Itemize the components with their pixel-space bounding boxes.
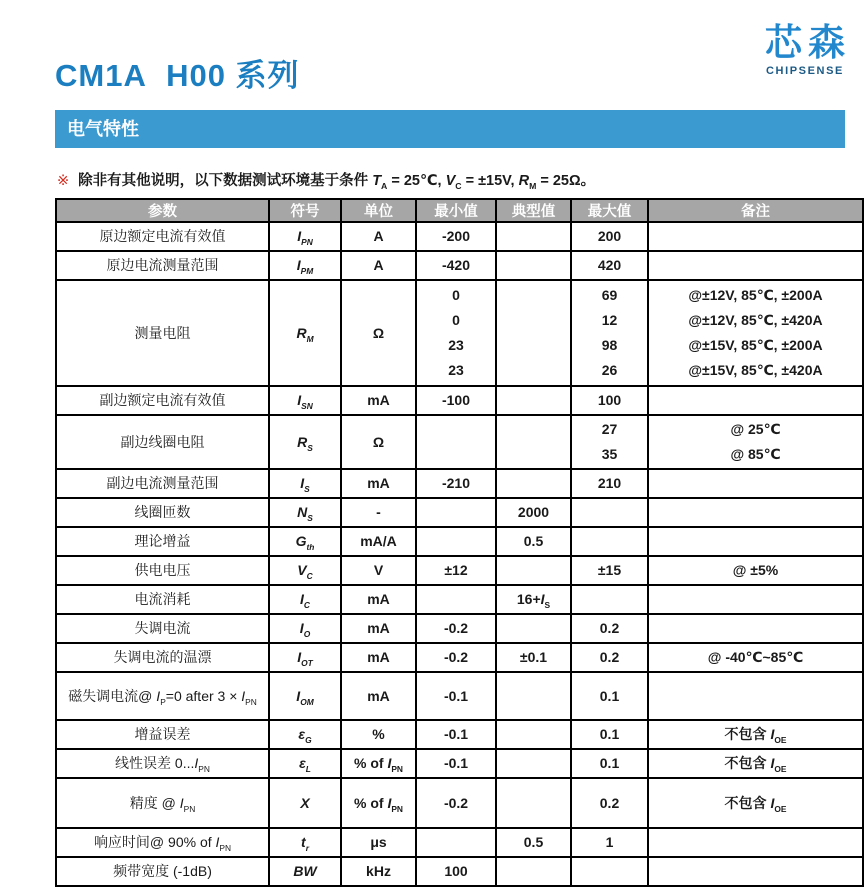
logo-wordmark: 芯森 — [765, 22, 851, 63]
cell-param — [56, 585, 269, 614]
cell-remark — [648, 828, 863, 857]
cell-param — [56, 857, 269, 886]
cell-param — [56, 469, 269, 498]
cell-typ — [496, 222, 571, 251]
cell-symbol — [269, 643, 341, 672]
table-row — [56, 585, 863, 614]
table-row — [56, 828, 863, 857]
cell-line: - — [376, 504, 381, 520]
cell-param — [56, 828, 269, 857]
cell-line: 23 — [448, 337, 464, 353]
cell-line: -0.1 — [443, 755, 469, 771]
cell-line: 12 — [601, 312, 618, 328]
cell-max — [571, 556, 648, 585]
cell-typ — [496, 415, 571, 469]
column-header: 最大值 — [571, 199, 648, 222]
column-header: 符号 — [269, 199, 341, 222]
cell-typ — [496, 585, 571, 614]
cell-param — [56, 498, 269, 527]
cell-unit — [341, 828, 416, 857]
table-row — [56, 415, 863, 469]
cell-param — [56, 386, 269, 415]
cell-line: -100 — [441, 392, 471, 408]
table-row — [56, 857, 863, 886]
cell-remark — [648, 778, 863, 828]
cell-line: 副边额定电流有效值 — [99, 392, 226, 408]
cell-param — [56, 778, 269, 828]
cell-param — [56, 222, 269, 251]
cell-line: $I_{PM}$ — [296, 257, 314, 276]
spec-table — [55, 198, 864, 887]
cell-line: @±15V, 85℃, ±420A — [688, 362, 823, 378]
cell-symbol — [269, 498, 341, 527]
cell-line: mA — [367, 620, 390, 636]
cell-unit — [341, 415, 416, 469]
cell-remark — [648, 222, 863, 251]
cell-min — [416, 828, 496, 857]
cell-unit — [341, 749, 416, 778]
cell-unit — [341, 556, 416, 585]
cell-line: 27 — [601, 421, 618, 437]
cell-typ — [496, 614, 571, 643]
cell-param — [56, 643, 269, 672]
cell-max — [571, 251, 648, 280]
cell-line: @±12V, 85℃, ±200A — [688, 287, 823, 303]
cell-unit — [341, 527, 416, 556]
cell-typ — [496, 720, 571, 749]
cell-param — [56, 614, 269, 643]
cell-line: $I_C$ — [300, 591, 310, 610]
note-text: 除非有其他说明，以下数据测试环境基于条件 $T_A$ = 25℃, $V_C = \pm 15V$, $R_M = 25\Omega$。 — [78, 173, 596, 191]
cell-remark — [648, 498, 863, 527]
table-row — [56, 720, 863, 749]
cell-line: 1 — [605, 834, 614, 850]
table-row — [56, 672, 863, 720]
cell-line: -0.1 — [443, 726, 469, 742]
cell-line: 0.5 — [523, 533, 544, 549]
cell-max — [571, 672, 648, 720]
cell-typ — [496, 857, 571, 886]
cell-line: 理论增益 — [134, 533, 191, 549]
logo-subtitle: CHIPSENSE — [766, 65, 844, 77]
cell-line: ±12 — [444, 562, 468, 578]
cell-line: $16+I_S$ — [516, 591, 551, 610]
cell-line: V — [373, 562, 384, 578]
cell-min — [416, 585, 496, 614]
cell-line: X — [300, 794, 310, 811]
cell-param — [56, 720, 269, 749]
cell-line: -0.2 — [443, 649, 469, 665]
column-header: 最小值 — [416, 199, 496, 222]
cell-typ — [496, 498, 571, 527]
cell-symbol — [269, 251, 341, 280]
cell-line: 不包含 $I_{OE}$ — [724, 794, 787, 814]
cell-line: 频带宽度 (-1dB) — [113, 863, 212, 879]
cell-line: mA — [367, 475, 390, 491]
cell-symbol — [269, 857, 341, 886]
cell-symbol — [269, 585, 341, 614]
cell-remark — [648, 386, 863, 415]
cell-line: μs — [370, 834, 387, 850]
cell-line: BW — [293, 863, 317, 879]
cell-max — [571, 749, 648, 778]
page-title: CM1A H00 系列 — [55, 58, 300, 93]
cell-line: mA — [367, 649, 390, 665]
chipsense-logo — [765, 22, 851, 77]
column-header: 备注 — [648, 199, 863, 222]
cell-param — [56, 556, 269, 585]
cell-min — [416, 556, 496, 585]
cell-remark — [648, 672, 863, 720]
cell-symbol — [269, 672, 341, 720]
cell-line: $R_S$ — [297, 433, 313, 453]
cell-max — [571, 469, 648, 498]
cell-unit — [341, 498, 416, 527]
column-header: 典型值 — [496, 199, 571, 222]
cell-line: 副边电流测量范围 — [106, 475, 219, 491]
cell-typ — [496, 828, 571, 857]
note-marker-icon: ※ — [57, 173, 70, 189]
cell-line: mA — [367, 392, 390, 408]
cell-line: @±15V, 85℃, ±200A — [688, 337, 823, 353]
table-row — [56, 614, 863, 643]
cell-line: 200 — [597, 228, 622, 244]
cell-symbol — [269, 280, 341, 386]
cell-min — [416, 386, 496, 415]
cell-line: 0.2 — [599, 794, 620, 811]
cell-line: $I_S$ — [300, 475, 310, 494]
cell-line: ±0.1 — [519, 649, 548, 665]
cell-line: -420 — [441, 257, 471, 273]
cell-line: 98 — [601, 337, 618, 353]
cell-min — [416, 527, 496, 556]
cell-line: 0.1 — [599, 687, 620, 704]
cell-symbol — [269, 778, 341, 828]
cell-line: 210 — [597, 475, 622, 491]
cell-unit — [341, 585, 416, 614]
cell-line: 磁失调电流@ $I_P=0$ after $3 \times I_{PN}$ — [68, 687, 257, 707]
cell-symbol — [269, 720, 341, 749]
cell-line: $I_{PN}$ — [297, 228, 313, 247]
cell-unit — [341, 614, 416, 643]
column-header: 单位 — [341, 199, 416, 222]
cell-line: 原边额定电流有效值 — [99, 228, 226, 244]
table-row — [56, 386, 863, 415]
cell-max — [571, 222, 648, 251]
cell-line: mA — [367, 591, 390, 607]
table-row — [56, 469, 863, 498]
cell-line: 不包含 $I_{OE}$ — [724, 726, 787, 745]
cell-line: $I_{OM}$ — [296, 687, 314, 707]
cell-line: @ 25℃ — [730, 421, 781, 437]
cell-line: 0 — [452, 287, 460, 303]
cell-line: -0.1 — [443, 687, 469, 704]
cell-symbol — [269, 828, 341, 857]
cell-typ — [496, 469, 571, 498]
cell-remark — [648, 415, 863, 469]
cell-min — [416, 857, 496, 886]
table-row — [56, 222, 863, 251]
cell-line: Ω — [372, 433, 385, 450]
cell-min — [416, 469, 496, 498]
cell-line: A — [373, 228, 384, 244]
cell-unit — [341, 778, 416, 828]
cell-line: -0.2 — [443, 794, 469, 811]
cell-line: 26 — [601, 362, 618, 378]
cell-line: 响应时间@ 90% of $I_{PN}$ — [93, 834, 232, 853]
cell-line: % of $I_{PN}$ — [354, 755, 403, 774]
cell-typ — [496, 643, 571, 672]
cell-line: 69 — [601, 287, 618, 303]
cell-max — [571, 498, 648, 527]
cell-remark — [648, 749, 863, 778]
cell-typ — [496, 556, 571, 585]
cell-remark — [648, 585, 863, 614]
cell-min — [416, 222, 496, 251]
cell-param — [56, 251, 269, 280]
cell-typ — [496, 280, 571, 386]
cell-unit — [341, 672, 416, 720]
cell-line: 0.5 — [523, 834, 544, 850]
cell-remark — [648, 251, 863, 280]
cell-unit — [341, 222, 416, 251]
cell-line: $I_{SN}$ — [297, 392, 313, 411]
cell-line: $I_O$ — [299, 620, 311, 639]
cell-line: mA/A — [360, 533, 397, 549]
cell-max — [571, 280, 648, 386]
cell-remark — [648, 857, 863, 886]
cell-line: -210 — [441, 475, 471, 491]
cell-line: 失调电流 — [134, 620, 191, 636]
cell-line: 2000 — [517, 504, 550, 520]
cell-min — [416, 643, 496, 672]
cell-symbol — [269, 527, 341, 556]
cell-line: 23 — [448, 362, 464, 378]
cell-min — [416, 614, 496, 643]
cell-typ — [496, 672, 571, 720]
cell-min — [416, 720, 496, 749]
cell-line: 电流消耗 — [134, 591, 191, 607]
cell-unit — [341, 857, 416, 886]
table-row — [56, 749, 863, 778]
cell-param — [56, 415, 269, 469]
cell-symbol — [269, 556, 341, 585]
cell-unit — [341, 643, 416, 672]
spec-table-body — [56, 222, 863, 886]
cell-line: 失调电流的温漂 — [113, 649, 212, 665]
cell-symbol — [269, 415, 341, 469]
cell-line: $t_r$ — [301, 834, 309, 853]
cell-unit — [341, 280, 416, 386]
cell-symbol — [269, 386, 341, 415]
table-row — [56, 643, 863, 672]
cell-line: $I_{OT}$ — [297, 649, 313, 668]
cell-min — [416, 498, 496, 527]
cell-line: 0 — [452, 312, 460, 328]
cell-line: 副边线圈电阻 — [120, 433, 205, 450]
cell-line: % of $I_{PN}$ — [354, 794, 403, 814]
cell-line: ±15 — [597, 562, 622, 578]
cell-line: -200 — [441, 228, 471, 244]
cell-param — [56, 672, 269, 720]
cell-max — [571, 415, 648, 469]
cell-line: Ω — [372, 324, 385, 341]
header-row — [56, 199, 863, 222]
test-condition-note — [57, 169, 595, 190]
cell-line: $N_S$ — [297, 504, 313, 523]
cell-max — [571, 828, 648, 857]
cell-unit — [341, 386, 416, 415]
cell-line: 0.2 — [599, 620, 620, 636]
table-row — [56, 778, 863, 828]
section-banner: 电气特性 — [55, 110, 845, 148]
cell-typ — [496, 778, 571, 828]
cell-line: A — [373, 257, 384, 273]
cell-line: 0.1 — [599, 726, 620, 742]
cell-max — [571, 386, 648, 415]
cell-line: $\varepsilon_G$ — [298, 726, 312, 745]
cell-line: @ -40℃~85℃ — [707, 649, 804, 665]
table-row — [56, 498, 863, 527]
cell-max — [571, 614, 648, 643]
cell-line: 增益误差 — [134, 726, 191, 742]
cell-line: @±12V, 85℃, ±420A — [688, 312, 823, 328]
cell-unit — [341, 469, 416, 498]
cell-symbol — [269, 222, 341, 251]
cell-max — [571, 857, 648, 886]
cell-typ — [496, 527, 571, 556]
cell-min — [416, 415, 496, 469]
cell-line: 原边电流测量范围 — [106, 257, 219, 273]
cell-typ — [496, 251, 571, 280]
cell-remark — [648, 469, 863, 498]
cell-line: 0.1 — [599, 755, 620, 771]
cell-remark — [648, 556, 863, 585]
cell-param — [56, 527, 269, 556]
cell-line: kHz — [366, 863, 391, 879]
cell-line: 100 — [444, 863, 468, 879]
cell-line: 0.2 — [599, 649, 620, 665]
cell-line: 线圈匝数 — [134, 504, 191, 520]
cell-line: 线性误差 $0...I_{PN}$ — [115, 755, 210, 774]
cell-min — [416, 749, 496, 778]
cell-line: 供电电压 — [134, 562, 191, 578]
cell-line: mA — [367, 687, 390, 704]
cell-unit — [341, 720, 416, 749]
cell-min — [416, 778, 496, 828]
cell-max — [571, 585, 648, 614]
cell-remark — [648, 643, 863, 672]
cell-typ — [496, 749, 571, 778]
cell-max — [571, 643, 648, 672]
cell-min — [416, 280, 496, 386]
cell-line: @ ±5% — [732, 562, 779, 578]
cell-remark — [648, 614, 863, 643]
cell-min — [416, 251, 496, 280]
cell-line: $\varepsilon_L$ — [299, 755, 311, 774]
cell-line: $G_{th}$ — [295, 533, 315, 552]
column-header: 参数 — [56, 199, 269, 222]
cell-line: 精度 @ $I_{PN}$ — [129, 794, 196, 814]
cell-typ — [496, 386, 571, 415]
table-row — [56, 280, 863, 386]
spec-table-head — [56, 199, 863, 222]
cell-line: @ 85℃ — [730, 446, 781, 462]
cell-line: 420 — [597, 257, 622, 273]
table-row — [56, 251, 863, 280]
table-row — [56, 527, 863, 556]
cell-max — [571, 720, 648, 749]
cell-unit — [341, 251, 416, 280]
cell-line: $R_M$ — [296, 324, 314, 344]
cell-max — [571, 778, 648, 828]
cell-line: 100 — [597, 392, 622, 408]
cell-param — [56, 749, 269, 778]
cell-remark — [648, 720, 863, 749]
cell-line: $V_C$ — [297, 562, 313, 581]
cell-symbol — [269, 614, 341, 643]
table-row — [56, 556, 863, 585]
cell-max — [571, 527, 648, 556]
cell-symbol — [269, 749, 341, 778]
cell-param — [56, 280, 269, 386]
cell-line: % — [372, 726, 385, 742]
cell-remark — [648, 527, 863, 556]
cell-remark — [648, 280, 863, 386]
cell-line: -0.2 — [443, 620, 469, 636]
cell-min — [416, 672, 496, 720]
cell-line: 35 — [601, 446, 618, 462]
cell-line: 不包含 $I_{OE}$ — [724, 755, 787, 774]
cell-symbol — [269, 469, 341, 498]
cell-line: 测量电阻 — [134, 324, 191, 341]
